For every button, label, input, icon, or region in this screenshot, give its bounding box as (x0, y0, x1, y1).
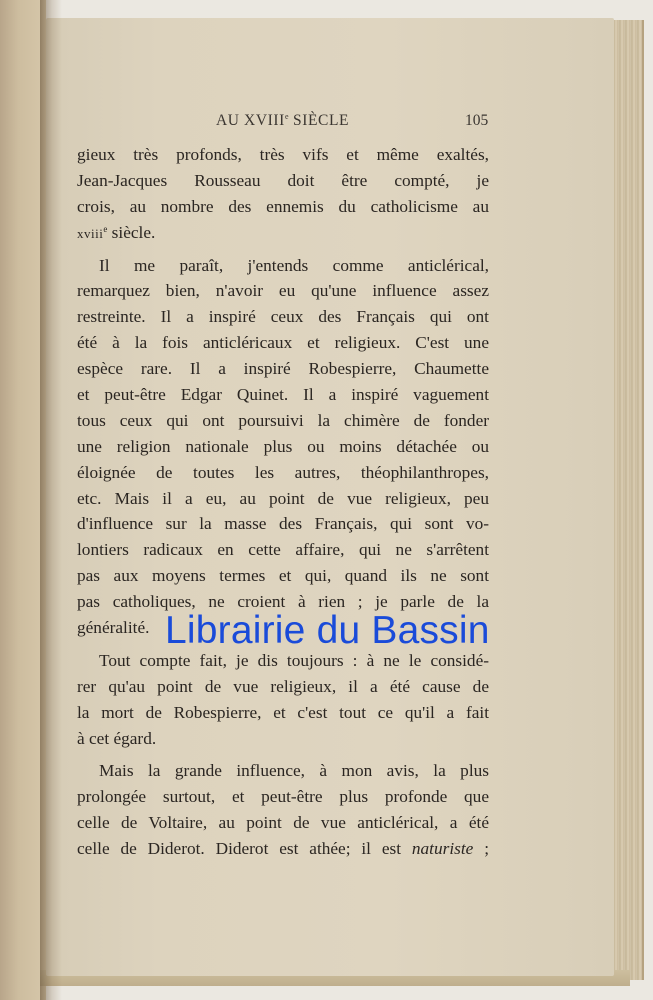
text-line: Jean-Jacques Rousseau doit être compté, je (77, 170, 489, 190)
page-number: 105 (465, 112, 489, 129)
text-line: d'influence sur la masse des Français, qui sont vo- (77, 514, 489, 534)
text-line: xviii$^e$ siècle. (77, 222, 156, 242)
running-head: AU XVIIIe SIÈCLE (216, 112, 350, 129)
text-line: prolongée surtout, et peut-être plus profonde que (77, 787, 489, 807)
text-line: crois, au nombre des ennemis du catholicisme au (77, 196, 489, 216)
text-line: à cet égard. (77, 728, 157, 748)
page-header (46, 112, 614, 138)
text-line: été à la fois anticléricaux et religieux. C'est une (77, 333, 489, 353)
emphasized-word: naturiste (411, 839, 474, 859)
text-line: Il me paraît, j'entends comme anticlérical, (99, 255, 489, 275)
text-line: pas aux moyens termes et qui, quand ils ne sont (77, 566, 489, 586)
text-line: et peut-être Edgar Quinet. Il a inspiré vaguement (77, 385, 489, 405)
text-line: Tout compte fait, je dis toujours : à ne le considé- (99, 650, 489, 670)
text-line: éloignée de toutes les autres, théophilanthropes, (77, 462, 489, 482)
text-line: pas catholiques, ne croient à rien ; je parle de la (77, 592, 489, 612)
text-line: tous ceux qui ont poursuivi la chimère de fonder (77, 410, 489, 430)
text-line: espèce rare. Il a inspiré Robespierre, Chaumette (77, 359, 489, 379)
text-line: la mort de Robespierre, et c'est tout ce qu'il a fait (77, 702, 489, 722)
text-line: celle de Diderot. Diderot est athée; il est naturiste ; (77, 839, 489, 859)
text-line: rer qu'au point de vue religieux, il a été cause de (77, 676, 489, 696)
text-line: une religion nationale plus ou moins détachée ou (77, 436, 489, 456)
text-line: etc. Mais il a eu, au point de vue religieux, peu (77, 488, 489, 508)
text-line: lontiers radicaux en cette affaire, qui ne s'arrêtent (77, 540, 489, 560)
text-line: généralité. (77, 618, 150, 638)
text-line: gieux très profonds, très vifs et même exaltés, (77, 145, 489, 164)
text-line: restreinte. Il a inspiré ceux des Français qui ont (77, 307, 489, 327)
text-line: Mais la grande influence, à mon avis, la plus (99, 761, 489, 781)
text-line: remarquez bien, n'avoir eu qu'une influence assez (77, 281, 489, 301)
text-line: celle de Voltaire, au point de vue anticlérical, a été (77, 813, 489, 833)
gutter-shadow (40, 0, 62, 1000)
body-text (77, 142, 489, 862)
bookseller-watermark: Librairie du Bassin (165, 609, 490, 652)
